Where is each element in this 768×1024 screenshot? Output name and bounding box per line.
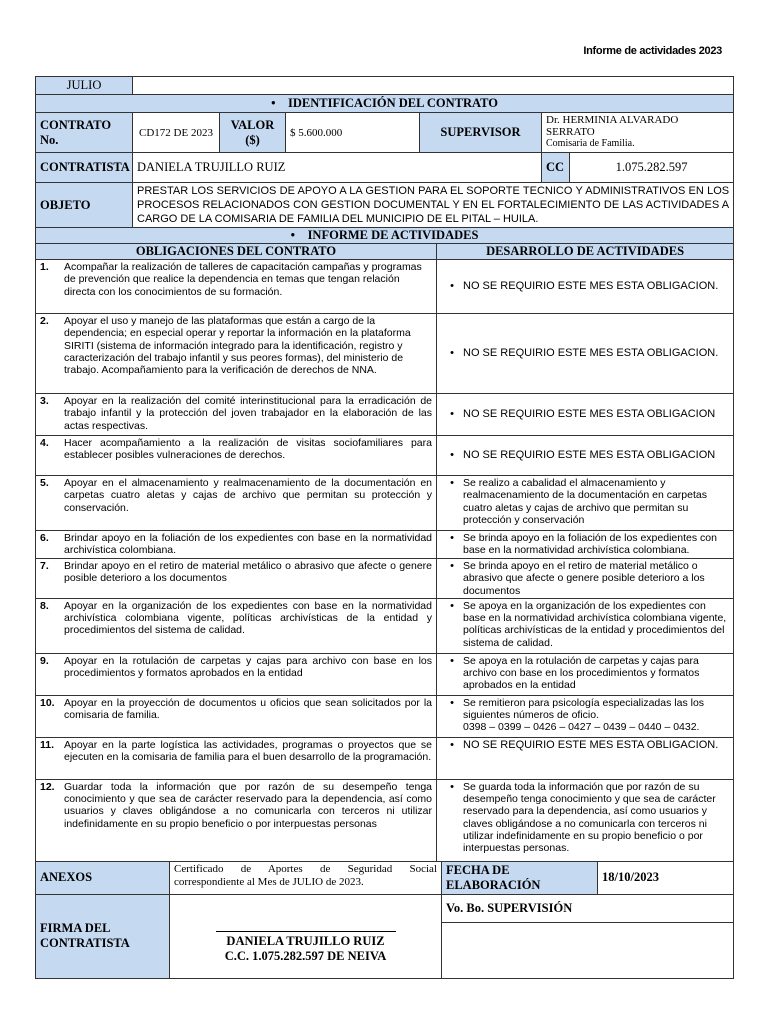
report-table xyxy=(35,76,734,979)
obligation-number: 8. xyxy=(40,599,49,612)
signature-block xyxy=(170,894,442,978)
object-label: OBJETO xyxy=(36,183,133,228)
value-label: VALOR ($) xyxy=(220,113,286,153)
obligation-number: 11. xyxy=(40,738,55,751)
activity-cell xyxy=(437,779,734,861)
bullet-icon: • xyxy=(450,347,454,360)
obligations-column-header: OBLIGACIONES DEL CONTRATO xyxy=(36,244,437,260)
signature-name: DANIELA TRUJILLO RUIZ xyxy=(226,933,385,948)
activity-text: NO SE REQUIRIO ESTE MES ESTA OBLIGACION. xyxy=(463,738,719,751)
activity-cell xyxy=(437,260,734,314)
obligation-text: Apoyar en la realización del comité interinstitucional para la erradicación de trabajo infantil y la protección del joven trabajador en la elaboración de las actas respectivas. xyxy=(64,395,432,432)
table-row xyxy=(36,260,734,314)
obligation-text: Brindar apoyo en la foliación de los expedientes con base en la normatividad archivística colombiana. xyxy=(64,532,432,557)
bullet-icon: • xyxy=(450,560,454,572)
annexes-label: ANEXOS xyxy=(36,861,170,894)
activity-text: NO SE REQUIRIO ESTE MES ESTA OBLIGACION xyxy=(463,449,716,462)
supervisor-label: SUPERVISOR xyxy=(420,113,542,153)
activity-cell xyxy=(437,559,734,599)
table-row xyxy=(36,779,734,861)
obligation-number: 4. xyxy=(40,437,49,449)
activity-text: NO SE REQUIRIO ESTE MES ESTA OBLIGACION xyxy=(463,408,716,421)
page-header xyxy=(0,0,768,60)
activity-cell xyxy=(437,737,734,779)
activity-text: Se guarda toda la información que por razón de su desempeño tenga conocimiento y que sea de carácter reservado para la dependencia, así como usuarios y claves obligándose a no comunicarla con terceros ni utilizar indefinidamente en su propio beneficio o por interpuestas personas. xyxy=(463,780,716,855)
activity-cell xyxy=(437,314,734,394)
obligation-number: 1. xyxy=(40,261,49,273)
obligation-number: 12. xyxy=(40,780,55,793)
bullet-icon: • xyxy=(450,408,454,421)
bullet-icon: • xyxy=(450,599,454,612)
table-row xyxy=(36,476,734,531)
signature-id: C.C. 1.075.282.597 DE NEIVA xyxy=(224,948,387,963)
month-cell: JULIO xyxy=(36,77,133,95)
date-label: FECHA DE ELABORACIÓN xyxy=(442,861,598,894)
cc-value: 1.075.282.597 xyxy=(570,153,734,183)
activity-text: NO SE REQUIRIO ESTE MES ESTA OBLIGACION. xyxy=(463,280,719,293)
contract-label: CONTRATO No. xyxy=(36,113,133,153)
obligation-cell xyxy=(36,260,437,314)
report-heading xyxy=(36,228,734,244)
obligation-cell xyxy=(36,598,437,653)
obligation-text: Acompañar la realización de talleres de capacitación campañas y programas de prevención que realice la dependencia en temas que tengan relación directa con los conocimientos de su formación. xyxy=(64,261,422,298)
obligation-cell xyxy=(36,737,437,779)
table-row xyxy=(36,436,734,476)
heading-bullet: • xyxy=(271,96,276,110)
bullet-icon: • xyxy=(450,738,454,751)
bullet-icon: • xyxy=(450,654,454,667)
obligation-cell xyxy=(36,653,437,695)
vobo-signature-area xyxy=(442,922,734,978)
obligation-text: Apoyar en la proyección de documentos u oficios que sean solicitados por la comisaria de familia. xyxy=(64,696,432,722)
activity-cell xyxy=(437,598,734,653)
obligation-cell xyxy=(36,779,437,861)
signature-line xyxy=(216,931,396,932)
obligation-number: 5. xyxy=(40,477,49,489)
obligation-cell xyxy=(36,695,437,737)
bullet-icon: • xyxy=(450,780,454,793)
activity-text: Se remitieron para psicología especializadas las los siguientes números de oficio. xyxy=(463,696,705,722)
obligation-text: Apoyar en la parte logística las actividades, programas o proyectos que se ejecuten en la comisaria de familia para el buen desarrollo de la programación. xyxy=(64,738,432,764)
obligation-number: 10. xyxy=(40,696,55,709)
activity-text: Se realizo a cabalidad el almacenamiento y realmacenamiento de la documentación en carpetas cuatro aletas y cajas de archivo que permitan su protección y conservación xyxy=(463,477,707,526)
signature-label: FIRMA DEL CONTRATISTA xyxy=(36,894,170,978)
obligation-text: Hacer acompañamiento a la realización de visitas sociofamiliares para establecer posibles vulneraciones de derechos. xyxy=(64,437,432,462)
bullet-icon: • xyxy=(450,477,454,489)
contractor-name: DANIELA TRUJILLO RUIZ xyxy=(133,153,542,183)
identification-heading-text: IDENTIFICACIÓN DEL CONTRATO xyxy=(287,96,498,110)
obligation-text: Guardar toda la información que por razón de su desempeño tenga conocimiento y que sea de carácter reservado para la dependencia, así como usuarios y claves obligándose a no comunicarla con terceros ni utilizar indefinidamente en su propio beneficio o por interpuestas personas xyxy=(64,780,432,830)
table-row xyxy=(36,531,734,559)
activity-cell xyxy=(437,476,734,531)
obligation-cell xyxy=(36,476,437,531)
obligation-number: 6. xyxy=(40,532,49,544)
value-amount: $ 5.600.000 xyxy=(286,113,420,153)
activities-column-header: DESARROLLO DE ACTIVIDADES xyxy=(437,244,734,260)
table-row xyxy=(36,314,734,394)
obligation-text: Brindar apoyo en el retiro de material metálico o abrasivo que afecte o genere posible deterioro a los documentos xyxy=(64,560,432,585)
report-form xyxy=(35,76,733,979)
activity-cell xyxy=(437,695,734,737)
table-row xyxy=(36,394,734,436)
activity-text: Se apoya en la organización de los expedientes con base en la normatividad archivística colombiana vigente, políticas archivísticas de la entidad y procedimientos del sistema de calidad. xyxy=(463,599,727,649)
activity-cell xyxy=(437,394,734,436)
activity-text: Se apoya en la rotulación de carpetas y cajas para archivo con base en los procedimientos y formatos aprobados en la entidad xyxy=(463,654,700,692)
activity-text: Se brinda apoyo en la foliación de los expedientes con base en la normatividad archivística colombiana. xyxy=(463,532,717,557)
table-row xyxy=(36,695,734,737)
obligation-cell xyxy=(36,531,437,559)
heading-bullet: • xyxy=(290,228,296,242)
table-row xyxy=(36,598,734,653)
table-row xyxy=(36,737,734,779)
bullet-icon: • xyxy=(450,449,454,462)
activity-cell xyxy=(437,531,734,559)
obligation-cell xyxy=(36,394,437,436)
obligation-text: Apoyar el uso y manejo de las plataformas que están a cargo de la dependencia; en especial operar y reportar la información en la plataforma SIRITI (sistema de información integrado para la identificación, registro y caracterización del trabajo infantil y sus peores formas), del ministerio de trabajo. Acompañamiento para la verificación de derechos de NNA. xyxy=(64,315,411,377)
object-text: PRESTAR LOS SERVICIOS DE APOYO A LA GESTION PARA EL SOPORTE TECNICO Y ADMINISTRATIVOS EN LOS PROCESOS RELACIONADOS CON GESTION DOCUMENTAL Y EN EL FORTALECIMIENTO DE LAS ACTIVIDADES A CARGO DE LA COMISARIA DE FAMILIA DEL MUNICIPIO DE EL PITAL – HUILA. xyxy=(133,183,734,228)
obligation-number: 9. xyxy=(40,654,49,667)
activity-text: NO SE REQUIRIO ESTE MES ESTA OBLIGACION. xyxy=(463,347,719,360)
office-numbers: 0398 – 0399 – 0426 – 0427 – 0439 – 0440 – 0432. xyxy=(463,721,700,734)
report-title: Informe de actividades 2023 xyxy=(583,45,722,57)
obligation-text: Apoyar en la rotulación de carpetas y cajas para archivo con base en los procedimientos y formatos aprobados en la entidad xyxy=(64,654,432,680)
obligation-number: 2. xyxy=(40,315,49,327)
cc-label: CC xyxy=(542,153,570,183)
obligation-cell xyxy=(36,436,437,476)
obligation-number: 7. xyxy=(40,560,49,572)
month-blank-cell xyxy=(133,77,734,95)
obligation-cell xyxy=(36,314,437,394)
bullet-icon: • xyxy=(450,532,454,544)
annexes-text: Certificado de Aportes de Seguridad Social correspondiente al Mes de JULIO de 2023. xyxy=(170,861,442,894)
supervisor-role: Comisaria de Familia. xyxy=(546,138,635,149)
obligation-text: Apoyar en el almacenamiento y realmacenamiento de la documentación en carpetas cuatro aletas y cajas de archivo que permitan su protección y conservación. xyxy=(64,477,432,514)
activity-cell xyxy=(437,436,734,476)
supervisor-name: Dr. HERMINIA ALVARADO SERRATO xyxy=(546,114,679,138)
contractor-label: CONTRATISTA xyxy=(36,153,133,183)
bullet-icon: • xyxy=(450,696,454,709)
date-value: 18/10/2023 xyxy=(598,861,734,894)
obligation-number: 3. xyxy=(40,395,49,407)
contract-number: CD172 DE 2023 xyxy=(133,113,220,153)
identification-heading xyxy=(36,95,734,113)
vobo-label: Vo. Bo. SUPERVISIÓN xyxy=(442,894,734,922)
supervisor-cell xyxy=(542,113,734,153)
bullet-icon: • xyxy=(450,280,454,293)
table-row xyxy=(36,559,734,599)
activity-text: Se brinda apoyo en el retiro de material metálico o abrasivo que afecte o genere posible deterioro a los documentos xyxy=(463,560,705,597)
activity-cell xyxy=(437,653,734,695)
report-heading-text: INFORME DE ACTIVIDADES xyxy=(307,228,479,242)
obligation-text: Apoyar en la organización de los expedientes con base en la normatividad archivística colombiana vigente, políticas archivísticas de la entidad y procedimientos del sistema de calidad. xyxy=(64,599,432,637)
obligation-cell xyxy=(36,559,437,599)
table-row xyxy=(36,653,734,695)
